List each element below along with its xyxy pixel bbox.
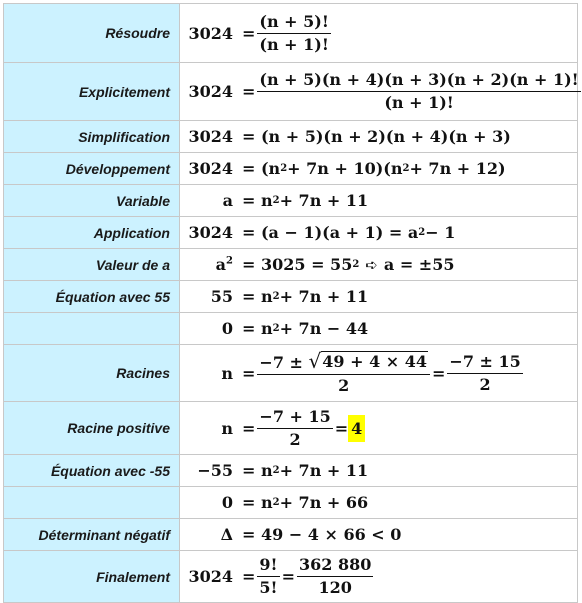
rhs: = n 2 + 7n + 11 bbox=[242, 461, 369, 480]
row-label: Valeur de a bbox=[4, 249, 180, 281]
rhs-part: + 7n + 12) bbox=[409, 159, 506, 178]
equals-sign: = bbox=[242, 363, 256, 383]
row-label: Simplification bbox=[4, 121, 180, 153]
rhs-part: a = ±55 bbox=[383, 255, 455, 274]
numerator: 362 880 bbox=[297, 555, 373, 577]
row-label: Explicitement bbox=[4, 63, 180, 121]
row-label: Racines bbox=[4, 345, 180, 402]
row-label: Résoudre bbox=[4, 4, 180, 63]
row-label: Équation avec -55 bbox=[4, 455, 180, 487]
equals-sign: = bbox=[334, 418, 349, 438]
rhs-part: = n bbox=[242, 493, 273, 512]
table-row bbox=[4, 217, 578, 249]
table-row bbox=[4, 551, 578, 603]
rhs: = (n + 5)(n + 2)(n + 4)(n + 3) bbox=[242, 127, 511, 146]
lhs: 3024 bbox=[188, 82, 233, 101]
table-row bbox=[4, 4, 578, 63]
rhs-part: = (a − 1)(a + 1) = a bbox=[242, 223, 419, 242]
table-row bbox=[4, 249, 578, 281]
lhs: 3024 bbox=[188, 159, 233, 178]
rhs-part: + 7n + 11 bbox=[279, 461, 369, 480]
rhs-part: = n bbox=[242, 191, 273, 210]
numerator: (n + 5)(n + 4)(n + 3)(n + 2)(n + 1)! bbox=[257, 70, 580, 92]
rhs-part: = n bbox=[242, 461, 273, 480]
lhs: 55 bbox=[210, 287, 233, 306]
fraction bbox=[257, 348, 430, 396]
denominator: (n + 1)! bbox=[384, 93, 454, 112]
table-row bbox=[4, 63, 578, 121]
rhs-part: + 7n + 11 bbox=[279, 287, 369, 306]
row-label: Variable bbox=[4, 185, 180, 217]
numerator: −7 + 15 bbox=[257, 407, 332, 429]
numerator: 9! bbox=[257, 555, 279, 577]
rhs-part: − 1 bbox=[425, 223, 456, 242]
table-row bbox=[4, 185, 578, 217]
equals-sign: = bbox=[242, 567, 256, 586]
rhs: = 49 − 4 × 66 < 0 bbox=[242, 525, 402, 544]
row-label bbox=[4, 313, 180, 345]
equals-sign: = bbox=[242, 23, 256, 43]
rhs-part: = (n bbox=[242, 159, 281, 178]
rhs-part: = 3025 = 55 bbox=[242, 255, 353, 274]
row-label: Équation avec 55 bbox=[4, 281, 180, 313]
row-label: Finalement bbox=[4, 551, 180, 603]
numerator-part: −7 ± bbox=[259, 352, 309, 372]
lhs: 3024 bbox=[188, 127, 233, 146]
row-label: Développement bbox=[4, 153, 180, 185]
lhs: 0 bbox=[221, 319, 233, 338]
fraction bbox=[257, 70, 580, 113]
arrow-icon: ➪ bbox=[365, 255, 378, 274]
square-root bbox=[308, 348, 429, 373]
rhs-part: = n bbox=[242, 319, 273, 338]
denominator: 2 bbox=[289, 429, 301, 449]
fraction bbox=[257, 555, 279, 598]
table-row bbox=[4, 281, 578, 313]
rhs: = (a − 1)(a + 1) = a 2 − 1 bbox=[242, 223, 456, 242]
rhs: = (n 2 + 7n + 10)(n 2 + 7n + 12) bbox=[242, 159, 506, 178]
lhs: a bbox=[222, 191, 233, 210]
denominator: 120 bbox=[318, 578, 352, 597]
numerator bbox=[257, 348, 430, 375]
fraction bbox=[447, 352, 522, 395]
equals-sign: = bbox=[242, 418, 256, 438]
table-row bbox=[4, 519, 578, 551]
row-label bbox=[4, 487, 180, 519]
lhs: Δ bbox=[220, 525, 233, 544]
highlighted-result: 4 bbox=[348, 415, 365, 442]
radical-sign-icon: √ bbox=[308, 348, 322, 373]
lhs: n bbox=[221, 363, 233, 383]
denominator: 2 bbox=[338, 375, 350, 395]
table-row bbox=[4, 345, 578, 402]
table-row bbox=[4, 313, 578, 345]
exponent: 2 bbox=[226, 255, 233, 267]
fraction bbox=[257, 407, 332, 450]
lhs: 3024 bbox=[188, 223, 233, 242]
rhs-part: + 7n + 66 bbox=[279, 493, 369, 512]
lhs: 0 bbox=[221, 493, 233, 512]
rhs-part: + 7n + 10)(n bbox=[287, 159, 403, 178]
table-row bbox=[4, 402, 578, 455]
rhs: = n 2 + 7n + 11 bbox=[242, 191, 369, 210]
equals-sign: = bbox=[281, 567, 295, 586]
rhs-part: + 7n − 44 bbox=[279, 319, 369, 338]
lhs bbox=[180, 255, 235, 274]
rhs: = n 2 + 7n + 11 bbox=[242, 287, 369, 306]
table-row bbox=[4, 487, 578, 519]
rhs-part: + 7n + 11 bbox=[279, 191, 369, 210]
radicand: 49 + 4 × 44 bbox=[322, 351, 428, 371]
fraction bbox=[257, 12, 330, 55]
table-row bbox=[4, 121, 578, 153]
lhs: 3024 bbox=[188, 23, 233, 43]
row-label: Application bbox=[4, 217, 180, 249]
equals-sign: = bbox=[432, 363, 446, 383]
calculation-table bbox=[3, 3, 578, 603]
table-row bbox=[4, 153, 578, 185]
lhs: −55 bbox=[197, 461, 233, 480]
lhs-var: a bbox=[215, 255, 227, 274]
rhs: = n 2 + 7n − 44 bbox=[242, 319, 369, 338]
rhs-part: = n bbox=[242, 287, 273, 306]
equals-sign: = bbox=[242, 82, 256, 101]
rhs: = n 2 + 7n + 66 bbox=[242, 493, 369, 512]
lhs: 3024 bbox=[188, 567, 233, 586]
numerator: −7 ± 15 bbox=[447, 352, 522, 374]
row-label: Déterminant négatif bbox=[4, 519, 180, 551]
table-row bbox=[4, 455, 578, 487]
numerator: (n + 5)! bbox=[257, 12, 330, 34]
denominator: 2 bbox=[479, 374, 491, 394]
lhs: n bbox=[221, 418, 233, 438]
row-label: Racine positive bbox=[4, 402, 180, 455]
denominator: (n + 1)! bbox=[259, 34, 329, 54]
denominator: 5! bbox=[259, 578, 278, 597]
fraction bbox=[297, 555, 373, 598]
rhs: = 3025 = 55 2 ➪ a = ±55 bbox=[242, 255, 455, 274]
